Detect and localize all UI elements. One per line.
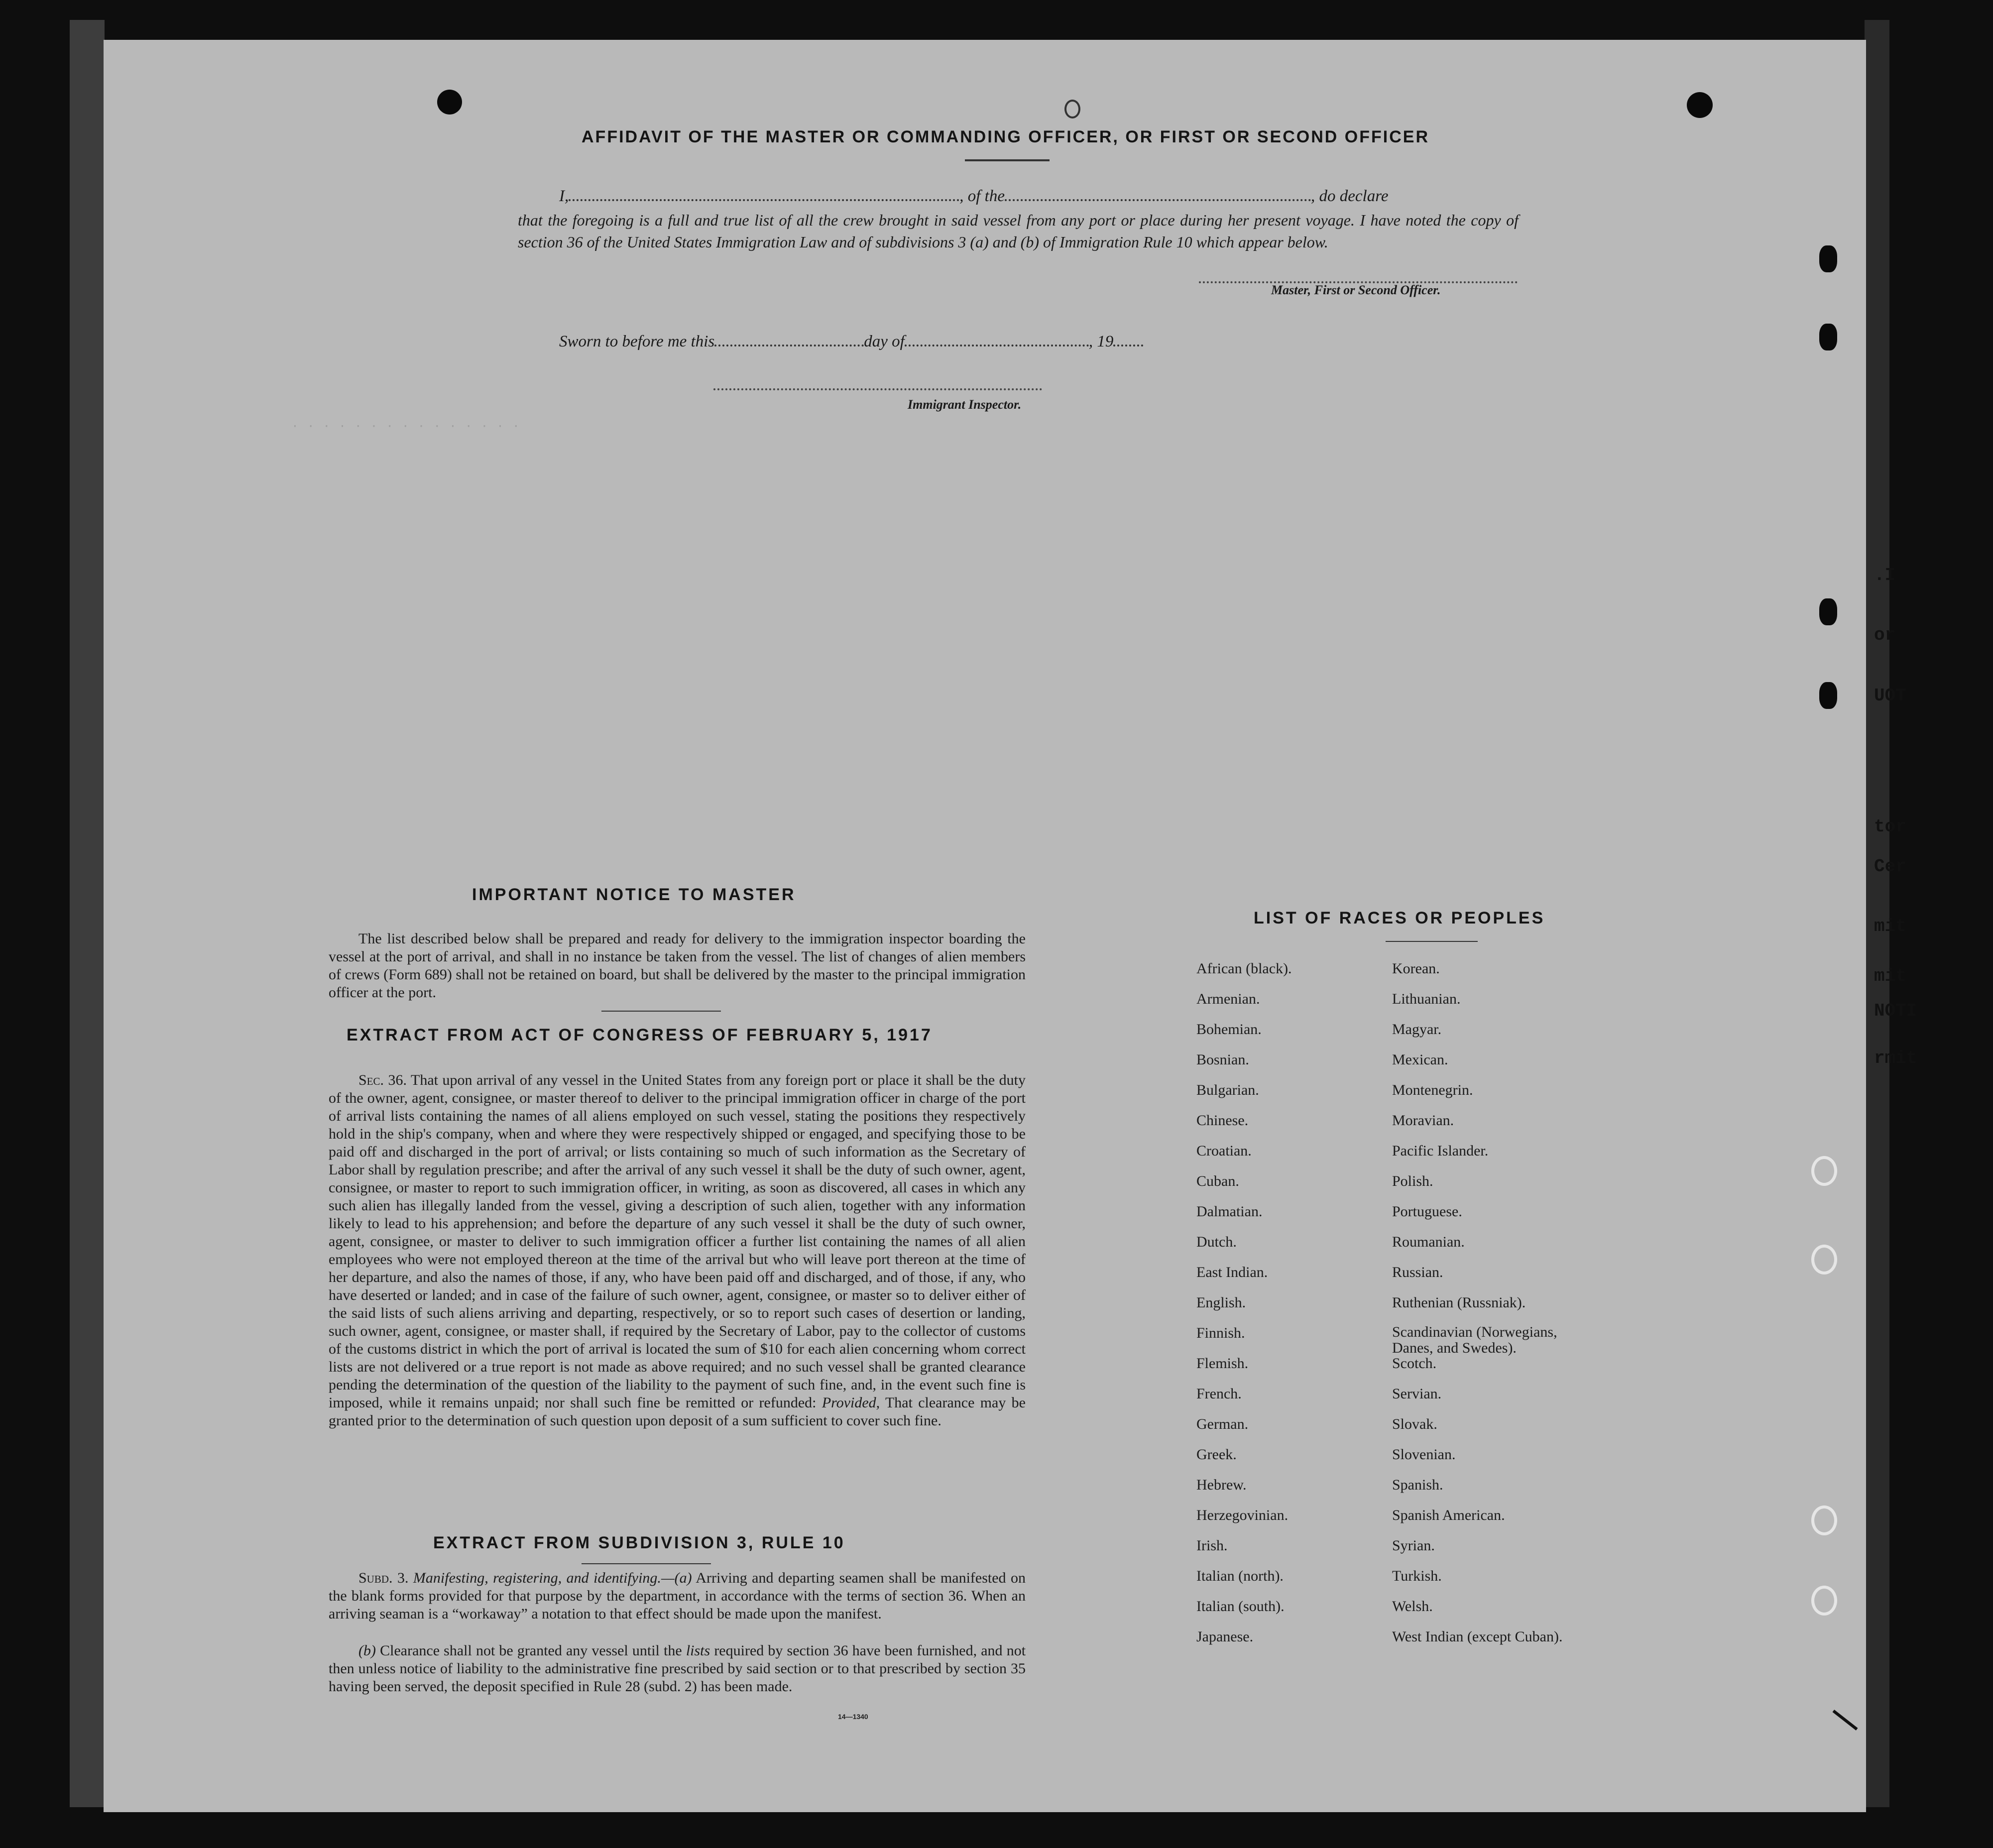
race-item: West Indian (except Cuban). [1392,1628,1563,1645]
rule-para-b [329,1642,1026,1696]
race-item: Turkish. [1392,1568,1442,1584]
race-item: Bohemian. [1196,1021,1262,1038]
race-item: Magyar. [1392,1021,1442,1038]
race-item: Spanish. [1392,1477,1443,1493]
para-a-label: —(a) [661,1570,692,1586]
punch-hole-right [1687,92,1713,118]
race-item: Scotch. [1392,1355,1437,1372]
race-item: Greek. [1196,1446,1237,1463]
corner-mark [1833,1710,1858,1731]
proviso-text: That clearance may be granted prior to the determination of such question upon deposit of a sum sufficient to cover such fine. [329,1394,1026,1429]
do-declare-label: , do declare [1310,187,1389,205]
race-item: Spanish American. [1392,1507,1505,1523]
race-item: Portuguese. [1392,1203,1462,1220]
race-item: Chinese. [1196,1112,1249,1129]
race-item: Slovenian. [1392,1446,1456,1463]
adjacent-fragment: mit [1874,966,1906,986]
adjacent-fragment: Cer [1874,856,1906,877]
section-label: Sec. 36. [358,1072,407,1088]
race-item: Italian (south). [1196,1598,1285,1615]
year-label: , 19 [1088,333,1114,350]
race-item: Mexican. [1392,1051,1448,1068]
act-title: EXTRACT FROM ACT OF CONGRESS OF FEBRUARY 5, 1917 [347,1026,933,1044]
declarant-name-field[interactable] [569,199,959,201]
race-item: Bulgarian. [1196,1082,1259,1098]
binder-ring-2 [1811,1245,1837,1274]
adjacent-fragment: UOT [1874,686,1906,706]
race-item: Finnish. [1196,1325,1245,1341]
race-item: Italian (north). [1196,1568,1284,1584]
notice-divider [601,1011,721,1012]
race-item: Polish. [1392,1173,1433,1189]
race-item: African (black). [1196,960,1292,977]
race-item: Dalmatian. [1196,1203,1263,1220]
race-item: Moravian. [1392,1112,1454,1129]
affidavit-line-1 [559,187,1388,206]
right-page-edge [1865,20,1889,1807]
subd-label: Subd. 3. [358,1570,409,1586]
adjacent-fragment: NOTI [1874,1001,1917,1021]
race-item: East Indian. [1196,1264,1268,1280]
race-item: Croatian. [1196,1143,1252,1159]
para-b-label: (b) [358,1642,376,1659]
race-item: Russian. [1392,1264,1443,1280]
race-item: Cuban. [1196,1173,1239,1189]
binder-ring-3 [1811,1505,1837,1535]
day-of-label: day of [864,333,905,350]
act-text-block [329,1071,1026,1430]
affidavit-title: AFFIDAVIT OF THE MASTER OR COMMANDING OFFICER, OR FIRST OR SECOND OFFICER [582,127,1429,146]
binder-hole-2 [1819,324,1837,350]
race-item: Lithuanian. [1392,991,1461,1007]
binder-hole-4 [1819,682,1837,709]
races-right-column [1392,960,1601,1658]
adjacent-fragment: mit [1874,916,1906,936]
race-item: Scandinavian (Norwegians, Danes, and Swedes). [1392,1324,1557,1356]
race-item: Hebrew. [1196,1477,1247,1493]
race-item: Armenian. [1196,991,1260,1007]
races-left-column [1196,960,1292,1658]
notice-text: The list described below shall be prepared and ready for delivery to the immigration inspector boarding the vessel at the port of arrival, and shall in no instance be taken from the vessel. The list of changes of alien members of crews (Form 689) shall not be retained on board, but shall be delivered by the master to the principal immigration officer at the port. [329,930,1026,1001]
race-item: Flemish. [1196,1355,1249,1372]
race-item: Syrian. [1392,1537,1435,1554]
sworn-day-field[interactable] [714,345,864,346]
adjacent-fragment: or [1874,625,1896,645]
binder-hole-1 [1819,245,1837,272]
adjacent-fragment: rmit [1874,1048,1917,1068]
signature-label: Master, First or Second Officer. [1271,283,1441,297]
race-item: Ruthenian (Russniak). [1392,1294,1526,1311]
race-item: Pacific Islander. [1392,1143,1489,1159]
binder-hole-3 [1819,598,1837,625]
races-divider [1386,941,1478,942]
sworn-line [559,333,1143,351]
race-item: Bosnian. [1196,1051,1249,1068]
section-36-text: That upon arrival of any vessel in the United States from any foreign port or place it shall be the duty of the owner, agent, consignee, or master thereof to deliver to the principal immigration officer in charge of the port of arrival lists containing the names of all aliens employed on such vessel, stating the positions they respectively hold in the ship's company, when and where they were respectively shipped or engaged, and specifying those to be paid off and discharged in the port of arrival; or lists containing so much of such information as the Secretary of Labor shall by regulation prescribe; and after the arrival of any such vessel it shall be the duty of such owner, agent, consignee, or master to report to such immigration officer, in writing, as soon as discovered, all cases in which any such alien has illegally landed from the vessel, giving a description of such alien, together with any information likely to lead to his apprehension; and before the departure of any such vessel it shall be the duty of such owner, agent, consignee, or master to deliver to such immigration officer a further list containing the names of all alien employees who were not employed thereon at the time of the arrival but who will leave port thereon at the time of her departure, and also the names of those, if any, who have been paid off and discharged, and of those, if any, who have deserted or landed; and in case of the failure of such owner, agent, consignee, or master so to deliver either of the said lists of such aliens arriving and departing, respectively, or so to report such cases of desertion or landing, such owner, agent, consignee, or master shall, if required by the Secretary of Labor, pay to the collector of customs of the customs district in which the port of arrival is located the sum of $10 for each alien concerning whom correct lists are not delivered or a true report is not made as above required; and no such vessel shall be granted clearance pending the determination of the question of the liability to the payment of such fine, and, in the event such fine is imposed, while it remains unpaid; nor shall such fine be remitted or refunded: [329,1072,1026,1411]
binder-ring-4 [1811,1586,1837,1616]
affidavit-declaration: that the foregoing is a full and true list of all the crew brought in said vessel from any port or place during her present voyage. I have noted the copy of section 36 of the United States Immigration Law and of subdivisions 3 (a) and (b) of Immigration Rule 10 which appear below. [518,211,1519,251]
race-item: Roumanian. [1392,1234,1465,1250]
declarant-prefix: I, [559,187,569,205]
of-the-label: , of the [959,187,1005,205]
proviso-label: Provided, [821,1394,880,1411]
races-title: LIST OF RACES OR PEOPLES [1254,909,1545,927]
race-item: Korean. [1392,960,1440,977]
ring-mark-top [1064,100,1080,118]
punch-hole-left [437,90,462,115]
inspector-label: Immigrant Inspector. [908,397,1022,412]
race-item: French. [1196,1386,1242,1402]
show-through-text: ‧ ‧ ‧ ‧ ‧ ‧ ‧ ‧ ‧ ‧ ‧ ‧ ‧ ‧ ‧ [293,420,520,436]
title-underline [965,159,1050,161]
race-item: Welsh. [1392,1598,1433,1615]
para-b-lists: lists [686,1642,710,1659]
inspector-signature-line[interactable] [713,388,1042,390]
rule-title: EXTRACT FROM SUBDIVISION 3, RULE 10 [433,1533,845,1552]
vessel-name-field[interactable] [1005,199,1311,201]
para-a-text: Arriving and departing seamen shall be manifested on the blank forms provided for that purpose by the department, in accordance with the terms of section 36. When an arriving seaman is a “workaway” a notation to that effect should be made upon the manifest. [329,1570,1026,1622]
rule-para-a [329,1569,1026,1623]
sworn-month-field[interactable] [905,345,1089,346]
race-item: Slovak. [1392,1416,1437,1432]
left-page-edge [70,20,105,1807]
sworn-year-field[interactable] [1113,345,1143,346]
rule-divider [582,1563,711,1564]
para-b-start: Clearance shall not be granted any vessel until the [380,1642,682,1659]
race-item: English. [1196,1294,1246,1311]
race-item: German. [1196,1416,1249,1432]
race-item: Dutch. [1196,1234,1237,1250]
race-item: Irish. [1196,1537,1228,1554]
race-item: Servian. [1392,1386,1442,1402]
race-item: Montenegrin. [1392,1082,1473,1098]
sworn-label: Sworn to before me this [559,333,715,350]
para-b-end: required by section 36 have been furnished, and not then unless notice of liability to the administrative fine prescribed by said section or to that prescribed by section 35 having been served, the deposit specified in Rule 28 (subd. 2) has been made. [329,1642,1026,1695]
notice-title: IMPORTANT NOTICE TO MASTER [472,885,796,904]
subd-title: Manifesting, registering, and identifying. [413,1570,661,1586]
adjacent-fragment: tor [1874,816,1906,837]
adjacent-fragment: .I [1874,565,1896,585]
binder-ring-1 [1811,1156,1837,1186]
race-item: Japanese. [1196,1628,1254,1645]
race-item: Herzegovinian. [1196,1507,1289,1523]
document-page [104,40,1917,1812]
form-number: 14—1340 [838,1713,868,1721]
